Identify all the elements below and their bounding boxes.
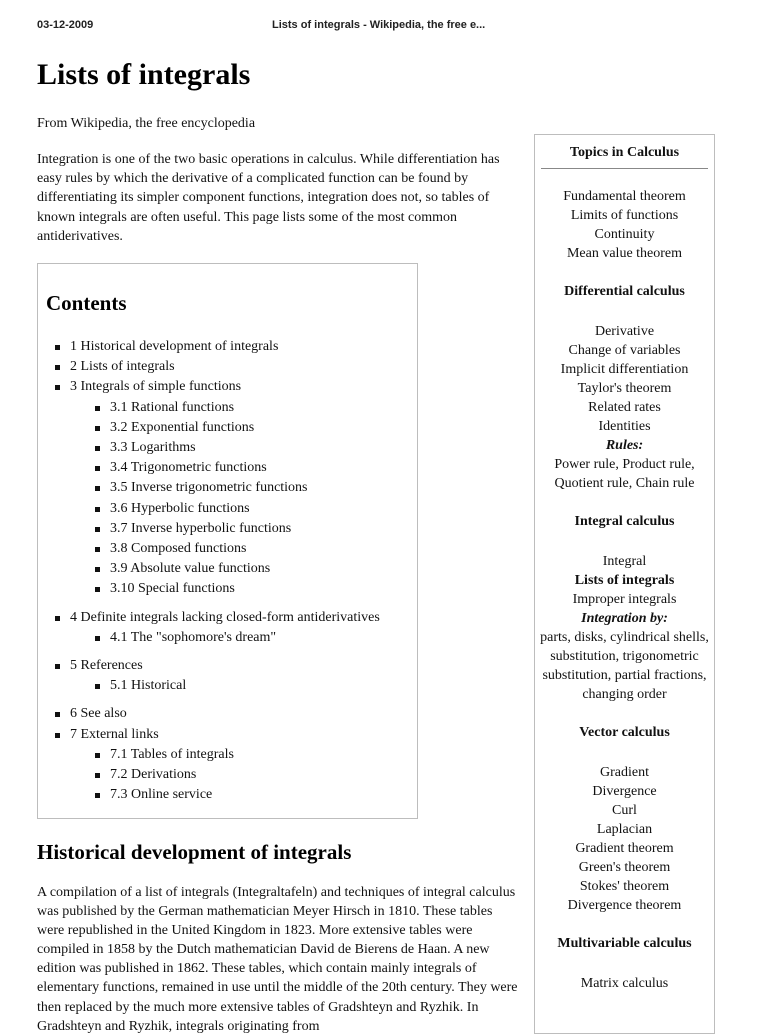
toc-subitem[interactable]: 7.3 Online service <box>110 785 380 805</box>
toc-subitem[interactable]: 3.9 Absolute value functions <box>110 559 380 579</box>
toc-subitem[interactable]: 3.8 Composed functions <box>110 539 380 559</box>
bullet-icon <box>55 733 60 738</box>
sidebar-title: Topics in Calculus <box>541 143 708 169</box>
bullet-icon <box>95 793 100 798</box>
bullet-icon <box>95 446 100 451</box>
sidebar-link[interactable]: Stokes' theorem <box>579 879 670 894</box>
bullet-icon <box>95 587 100 592</box>
toc-item[interactable]: 4 Definite integrals lacking closed-form antiderivatives 4.1 The "sophomore's dream" <box>70 608 380 648</box>
sidebar-rules[interactable]: Power rule, Product rule, Quotient rule, Chain rule <box>554 457 695 491</box>
bullet-icon <box>55 385 60 390</box>
bullet-icon <box>95 773 100 778</box>
calculus-sidebar <box>534 134 715 1034</box>
bullet-icon <box>95 406 100 411</box>
from-tagline: From Wikipedia, the free encyclopedia <box>37 116 256 131</box>
bullet-icon <box>95 527 100 532</box>
sidebar-section-integral[interactable]: Integral calculus <box>574 514 675 529</box>
toc-subitem[interactable]: 3.6 Hyperbolic functions <box>110 499 380 519</box>
bullet-icon <box>55 365 60 370</box>
toc-subitem[interactable]: 3.4 Trigonometric functions <box>110 458 380 478</box>
header-date: 03-12-2009 <box>37 19 94 31</box>
section-title: Historical development of integrals <box>37 840 352 864</box>
toc-subitem[interactable]: 7.1 Tables of integrals <box>110 745 380 765</box>
toc-item[interactable]: 3 Integrals of simple functions 3.1 Rational functions 3.2 Exponential functions 3.3 Logarithms 3.4 Trigonometric functions 3.5 Inverse trigonometric functions 3.6 Hyperbolic functions 3.7 Inverse hyperbolic functions 3.8 Composed functions 3.9 Absolute value functions 3.10 Special functions <box>70 377 380 599</box>
toc-subitem[interactable]: 3.1 Rational functions <box>110 398 380 418</box>
sidebar-section-vector[interactable]: Vector calculus <box>579 725 670 740</box>
sidebar-integration-label: Integration by: <box>581 611 668 626</box>
sidebar-section-differential[interactable]: Differential calculus <box>564 284 685 299</box>
sidebar-link[interactable]: Improper integrals <box>572 592 677 607</box>
sidebar-link[interactable]: Implicit differentiation <box>560 362 689 377</box>
sidebar-vector-items <box>535 763 714 915</box>
bullet-icon <box>95 567 100 572</box>
sidebar-link[interactable]: Taylor's theorem <box>577 381 672 396</box>
sidebar-section-multivariable[interactable]: Multivariable calculus <box>557 936 692 951</box>
bullet-icon <box>95 507 100 512</box>
toc-title: Contents <box>46 291 127 315</box>
bullet-icon <box>95 753 100 758</box>
bullet-icon <box>55 664 60 669</box>
toc-subitem[interactable]: 7.2 Derivations <box>110 765 380 785</box>
bullet-icon <box>55 616 60 621</box>
bullet-icon <box>95 636 100 641</box>
bullet-icon <box>55 712 60 717</box>
toc-item[interactable]: 6 See also <box>70 704 380 724</box>
toc-item[interactable]: 5 References 5.1 Historical <box>70 656 380 696</box>
sidebar-integration-methods[interactable]: parts, disks, cylindrical shells, substitution, trigonometric substitution, partial fractions, changing order <box>540 630 709 702</box>
intro-paragraph: Integration is one of the two basic operations in calculus. While differentiation has easy rules by which the derivative of a complicated function can be found by differentiating its simpler component functions, integration does not, so tables of known integrals are often useful. This page lists some of the most common antiderivatives. <box>37 152 500 244</box>
sidebar-link[interactable]: Integral <box>602 554 647 569</box>
bullet-icon <box>55 345 60 350</box>
bullet-icon <box>95 426 100 431</box>
sidebar-link[interactable]: Mean value theorem <box>566 246 683 261</box>
toc-list <box>70 337 380 805</box>
sidebar-link[interactable]: Curl <box>612 803 637 818</box>
sidebar-link[interactable]: Fundamental theorem <box>563 189 686 204</box>
sidebar-link[interactable]: Green's theorem <box>578 860 671 875</box>
toc-subitem[interactable]: 4.1 The "sophomore's dream" <box>110 628 380 648</box>
toc-sublist <box>110 745 380 806</box>
toc-item[interactable]: 7 External links 7.1 Tables of integrals 7.2 Derivations 7.3 Online service <box>70 725 380 806</box>
sidebar-fundamentals <box>535 187 714 263</box>
sidebar-link[interactable]: Continuity <box>594 227 655 242</box>
sidebar-rules-label: Rules: <box>605 438 644 453</box>
sidebar-current-page: Lists of integrals <box>574 573 675 588</box>
bullet-icon <box>95 466 100 471</box>
sidebar-differential-items <box>535 322 714 493</box>
toc-subitem[interactable]: 5.1 Historical <box>110 676 380 696</box>
sidebar-link[interactable]: Matrix calculus <box>580 976 669 991</box>
section-body: A compilation of a list of integrals (Integraltafeln) and techniques of integral calculus was published by the German mathematician Meyer Hirsch in 1810. These tables were republished in the United Kingdom in 1823. More extensive tables were compiled in 1858 by the Dutch mathematician David de Bierens de Haan. A new edition was published in 1862. These tables, which contain mainly integrals of elementary functions, remained in use until the middle of the 20th century. They were then replaced by the much more extensive tables of Gradshteyn and Ryzhik. In Gradshteyn and Ryzhik, integrals originating from <box>37 885 518 1034</box>
bullet-icon <box>95 486 100 491</box>
sidebar-link[interactable]: Identities <box>598 419 651 434</box>
sidebar-link[interactable]: Divergence theorem <box>567 898 682 913</box>
sidebar-link[interactable]: Related rates <box>588 400 661 415</box>
sidebar-link[interactable]: Change of variables <box>568 343 681 358</box>
sidebar-link[interactable]: Gradient theorem <box>575 841 674 856</box>
sidebar-link[interactable]: Derivative <box>594 324 655 339</box>
sidebar-link[interactable]: Limits of functions <box>570 208 679 223</box>
toc-item[interactable]: 1 Historical development of integrals <box>70 337 380 357</box>
bullet-icon <box>95 547 100 552</box>
toc-subitem[interactable]: 3.3 Logarithms <box>110 438 380 458</box>
toc-subitem[interactable]: 3.2 Exponential functions <box>110 418 380 438</box>
toc-sublist <box>110 398 380 600</box>
sidebar-link[interactable]: Laplacian <box>596 822 653 837</box>
sidebar-link[interactable]: Divergence <box>592 784 657 799</box>
toc-subitem[interactable]: 3.10 Special functions <box>110 579 380 599</box>
sidebar-multivariable-items <box>535 974 714 993</box>
toc-item[interactable]: 2 Lists of integrals <box>70 357 380 377</box>
bullet-icon <box>95 684 100 689</box>
header-tab-title: Lists of integrals - Wikipedia, the free e... <box>272 19 486 31</box>
page-title: Lists of integrals <box>37 58 251 91</box>
toc-sublist <box>110 628 380 648</box>
toc-subitem[interactable]: 3.5 Inverse trigonometric functions <box>110 478 380 498</box>
toc-sublist <box>110 676 380 696</box>
toc-subitem[interactable]: 3.7 Inverse hyperbolic functions <box>110 519 380 539</box>
sidebar-link[interactable]: Gradient <box>600 765 649 780</box>
sidebar-integral-items <box>535 552 714 704</box>
table-of-contents <box>37 263 418 819</box>
